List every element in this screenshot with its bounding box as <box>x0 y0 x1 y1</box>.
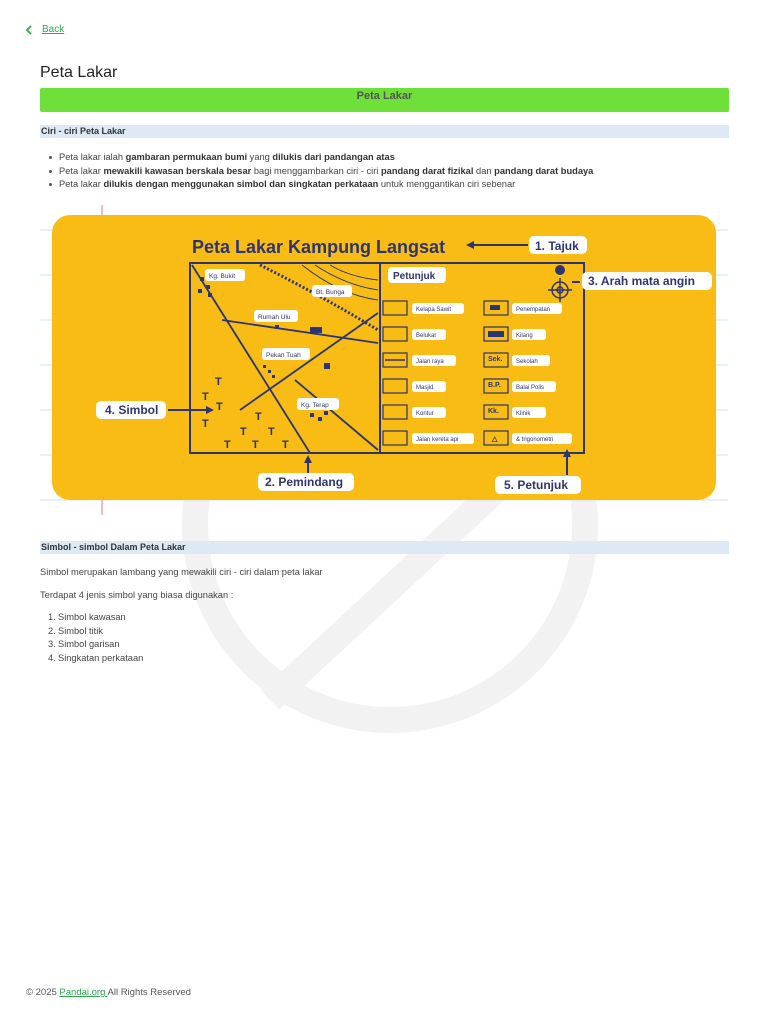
place-kg-terap: Kg. Terap <box>301 402 329 409</box>
sketch-map-image <box>40 205 728 515</box>
svg-text:T: T <box>282 439 289 451</box>
list-item: 4. Singkatan perkataan <box>48 652 144 663</box>
callout-petunjuk: 5. Petunjuk <box>504 478 569 492</box>
svg-text:T: T <box>224 439 231 451</box>
page-title: Peta Lakar <box>40 64 118 81</box>
legend-left-item: Kelapa Sawit <box>416 307 452 313</box>
callout-pemindang: 2. Pemindang <box>265 475 344 489</box>
svg-text:△: △ <box>492 436 498 443</box>
sketch-map-svg <box>40 205 728 515</box>
legend-left-item: Kontur <box>416 411 434 417</box>
legend-left-item: Jalan raya <box>416 359 444 365</box>
callout-arah: 3. Arah mata angin <box>588 274 695 288</box>
section-heading-simbol: Simbol - simbol Dalam Peta Lakar <box>40 541 729 554</box>
svg-text:T: T <box>255 411 262 423</box>
list-item: Peta lakar dilukis dengan menggunakan simbol dan singkatan perkataan untuk menggantikan ciri sebenar <box>58 178 593 192</box>
legend-title: Petunjuk <box>393 271 436 282</box>
back-link[interactable] <box>24 24 64 35</box>
legend-right-item: Sekolah <box>516 359 538 365</box>
list-item: Peta lakar mewakili kawasan berskala besar bagi menggambarkan ciri - ciri pandang darat fizikal dan pandang darat budaya <box>58 165 593 179</box>
svg-text:B.P.: B.P. <box>488 382 501 389</box>
svg-text:T: T <box>268 426 275 438</box>
legend-right-item: Klinik <box>516 411 531 417</box>
back-label[interactable]: Back <box>42 24 65 35</box>
svg-text:T: T <box>252 439 259 451</box>
simbol-list <box>48 611 144 665</box>
footer: © 2025 Pandai.org All Rights Reserved <box>26 987 191 998</box>
list-item: 1. Simbol kawasan <box>48 612 126 622</box>
place-pekan: Pekan Tuah <box>266 352 301 359</box>
place-rumah: Rumah Ulu <box>258 314 291 321</box>
svg-text:Sek.: Sek. <box>488 356 503 363</box>
legend-left-item: Masjid <box>416 385 434 391</box>
place-bt-bunga: Bt. Bunga <box>316 289 345 296</box>
svg-text:T: T <box>202 418 209 430</box>
simbol-lead: Terdapat 4 jenis simbol yang biasa digunakan : <box>40 590 234 600</box>
simbol-intro: Simbol merupakan lambang yang mewakili ciri - ciri dalam peta lakar <box>40 567 323 577</box>
list-item: 3. Simbol garisan <box>48 639 120 649</box>
legend-right-item: Balai Polis <box>516 385 545 391</box>
title-banner: Peta Lakar <box>40 88 729 112</box>
svg-text:Kk.: Kk. <box>488 408 499 415</box>
svg-text:T: T <box>240 426 247 438</box>
chevron-left-icon <box>24 25 34 35</box>
ciri-list <box>58 151 593 192</box>
legend-right-item: & trigonometri <box>516 437 554 443</box>
svg-text:T: T <box>216 401 223 413</box>
callout-simbol: 4. Simbol <box>105 403 159 417</box>
list-item: Peta lakar ialah gambaran permukaan bumi yang dilukis dari pandangan atas <box>58 151 593 165</box>
list-item: 2. Simbol titik <box>48 625 103 636</box>
map-title: Peta Lakar Kampung Langsat <box>192 237 446 257</box>
legend-right-item: Kilang <box>516 333 533 339</box>
place-kg-bukit: Kg. Bukit <box>209 273 236 280</box>
callout-tajuk: 1. Tajuk <box>535 239 579 253</box>
legend-left-item: Jalan kereta api <box>416 437 459 443</box>
legend-left-item: Belukar <box>416 333 437 339</box>
svg-text:T: T <box>202 391 209 403</box>
svg-text:T: T <box>215 376 222 388</box>
section-heading-ciri: Ciri - ciri Peta Lakar <box>40 125 729 138</box>
legend-right-item: Penempatan <box>516 307 551 313</box>
pandai-link[interactable]: Pandai.org <box>59 987 108 998</box>
